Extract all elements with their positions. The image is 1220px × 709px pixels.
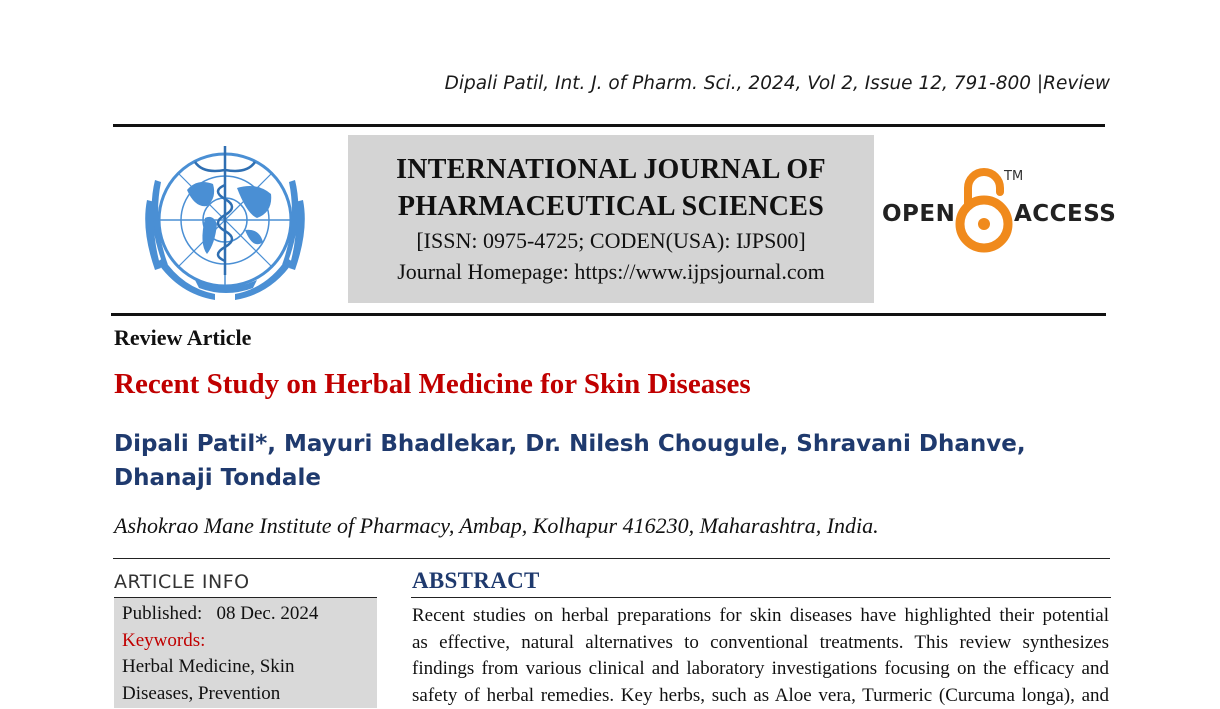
open-access-access-text: ACCESS	[1014, 201, 1116, 227]
abstract-rule	[411, 597, 1111, 598]
who-emblem-logo	[127, 140, 324, 305]
journal-title-line1: INTERNATIONAL JOURNAL OF	[348, 151, 874, 188]
section-divider	[113, 558, 1110, 559]
top-rule	[113, 124, 1105, 127]
article-type: Review Article	[114, 325, 251, 351]
paper-title: Recent Study on Herbal Medicine for Skin Diseases	[114, 368, 751, 401]
journal-banner	[348, 135, 874, 303]
keywords-line-1: Herbal Medicine, Skin	[122, 654, 369, 681]
abstract-body	[412, 603, 1109, 709]
journal-issn: [ISSN: 0975-4725; CODEN(USA): IJPS00]	[348, 225, 874, 256]
keywords-line-2: Diseases, Prevention	[122, 681, 369, 708]
abstract-line: findings from various clinical and laboratory investigations focusing on the efficacy and	[412, 656, 1109, 683]
published-row	[122, 601, 369, 628]
trademark-symbol: TM	[1004, 169, 1023, 184]
open-access-open-text: OPEN	[882, 201, 955, 227]
open-access-logo	[880, 166, 1108, 254]
published-date: 08 Dec. 2024	[216, 603, 318, 624]
journal-homepage: Journal Homepage: https://www.ijpsjournal.com	[348, 256, 874, 287]
abstract-line: safety of herbal remedies. Key herbs, such as Aloe vera, Turmeric (Curcuma longa), and	[412, 683, 1109, 709]
keywords-label: Keywords:	[122, 628, 369, 655]
abstract-line: as effective, natural alternatives to conventional treatments. This review synthesizes	[412, 630, 1109, 657]
author-list: Dipali Patil*, Mayuri Bhadlekar, Dr. Nilesh Chougule, Shravani Dhanve, Dhanaji Tondale	[114, 427, 1104, 495]
affiliation: Ashokrao Mane Institute of Pharmacy, Ambap, Kolhapur 416230, Maharashtra, India.	[114, 513, 879, 539]
journal-title-line2: PHARMACEUTICAL SCIENCES	[348, 188, 874, 225]
header-bottom-rule	[111, 313, 1106, 316]
published-label: Published:	[122, 603, 202, 624]
citation-header: Dipali Patil, Int. J. of Pharm. Sci., 2024, Vol 2, Issue 12, 791-800 |Review	[445, 73, 1110, 94]
abstract-line: Recent studies on herbal preparations for skin diseases have highlighted their potential	[412, 603, 1109, 630]
article-info-heading: ARTICLE INFO	[114, 571, 250, 593]
abstract-heading: ABSTRACT	[412, 568, 540, 594]
article-info-box	[114, 598, 377, 708]
